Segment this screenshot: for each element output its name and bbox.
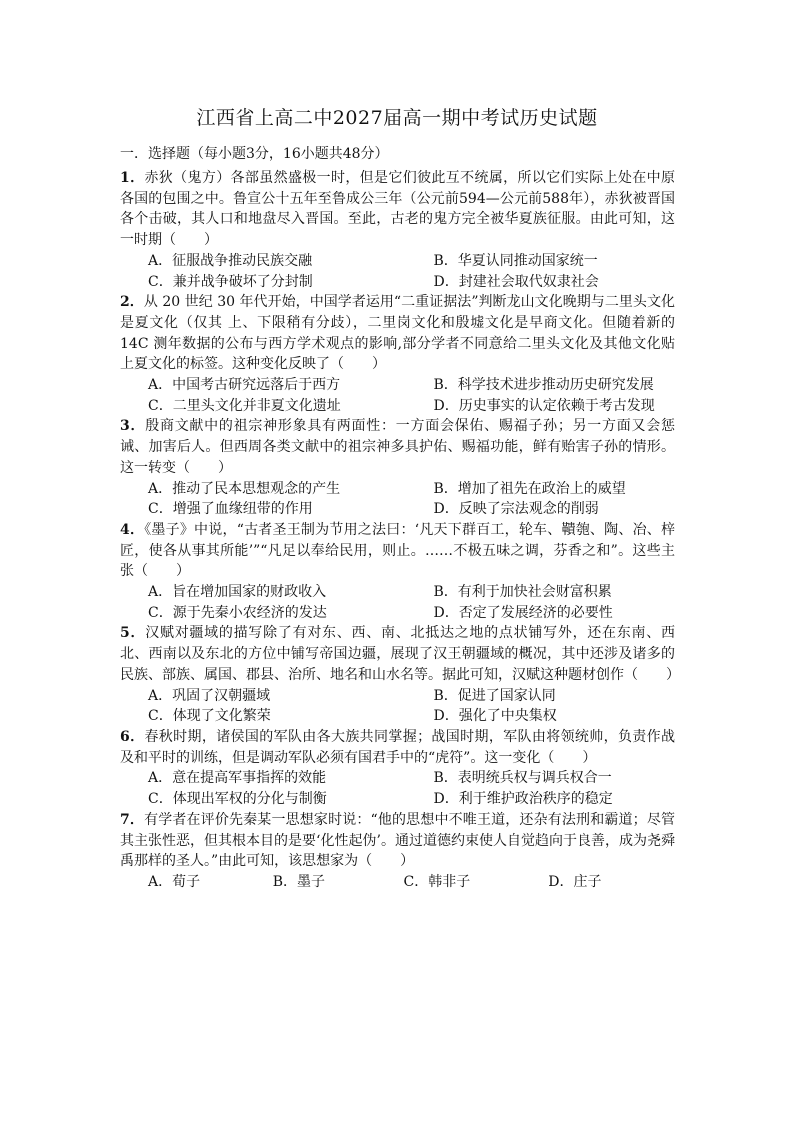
question-number: 7．	[120, 811, 145, 828]
option-d: D．反映了宗法观念的削弱	[433, 501, 599, 518]
question-2	[120, 292, 675, 416]
option-b: B．增加了祖先在政治上的威望	[433, 480, 626, 497]
option-b: B．表明统兵权与调兵权合一	[433, 770, 612, 787]
question-4	[120, 520, 675, 624]
option-a: A．中国考古研究远落后于西方	[148, 377, 341, 394]
option-d: D．封建社会取代奴隶社会	[433, 273, 599, 290]
question-text: 有学者在评价先秦某一思想家时说：“他的思想中不唯王道，还杂有法刑和霸道；尽管其主张性恶，但其根本目的是要‘化性起伪’。通过道德约束使人自觉趋向于良善，成为尧舜禹那样的圣人。”由此可知，该思想家为（ ）	[120, 811, 675, 870]
option-a: A．旨在增加国家的财政收入	[148, 584, 327, 601]
option-a: A．巩固了汉朝疆域	[148, 687, 271, 704]
question-stem	[120, 292, 675, 375]
option-d: D．庄子	[548, 873, 602, 890]
option-d: D．历史事实的认定依赖于考古发现	[433, 397, 655, 414]
question-text: 汉赋对疆域的描写除了有对东、西、南、北抵达之地的点状铺写外，还在东南、西北、西南以及东北的方位中铺写帝国边疆，展现了汉王朝疆域的概况，其中还涉及诸多的民族、部族、属国、郡县、治所、地名和山水名等。据此可知，汉赋这种题材创作（ ）	[120, 625, 680, 683]
question-stem	[120, 168, 675, 251]
question-number: 2．	[120, 294, 144, 311]
option-c: C．源于先秦小农经济的发达	[148, 604, 327, 621]
question-stem	[120, 520, 675, 582]
question-number: 4．	[120, 521, 145, 538]
option-group	[120, 375, 675, 416]
question-stem	[120, 727, 675, 768]
option-b: B．有利于加快社会财富积累	[433, 584, 612, 601]
option-c: C．增强了血缘纽带的作用	[148, 501, 313, 518]
option-c: C．韩非子	[403, 873, 471, 890]
question-number: 3．	[120, 418, 146, 435]
option-a: A．推动了民本思想观念的产生	[148, 480, 341, 497]
option-group	[120, 768, 675, 809]
question-stem	[120, 810, 675, 872]
question-5	[120, 623, 680, 727]
question-stem	[120, 623, 680, 685]
question-1	[120, 168, 675, 292]
option-c: C．兼并战争破坏了分封制	[148, 273, 313, 290]
question-text: 《墨子》中说，“古者圣王制为节用之法曰：‘凡天下群百工，轮车、鞼匏、陶、冶、梓匠，使各从事其所能’”“凡足以奉给民用，则止。……不极五味之调，芬香之和”。这些主张（ ）	[120, 521, 676, 580]
option-group	[120, 251, 675, 292]
question-text: 春秋时期，诸侯国的军队由各大族共同掌握；战国时期，军队由将领统帅，负责作战及和平时的训练，但是调动军队必须有国君手中的“虎符”。这一变化（ ）	[120, 728, 676, 766]
option-d: D．强化了中央集权	[433, 708, 557, 725]
option-a: A．荀子	[148, 873, 201, 890]
option-group	[120, 479, 675, 520]
option-c: C．体现了文化繁荣	[148, 708, 271, 725]
question-list	[120, 168, 680, 893]
option-c: C．体现出军权的分化与制衡	[148, 791, 327, 808]
question-text: 从 20 世纪 30 年代开始，中国学者运用“二重证据法”判断龙山文化晚期与二里头文化是夏文化（仅其 上、下限稍有分歧），二里岗文化和殷墟文化是早商文化。但随着新的14C 测年数据的公布与西方学术观点的影响,部分学者不同意给二里头文化及其他文化贴上夏文化的标签。这种变化反映了（ ）	[120, 294, 675, 373]
question-stem	[120, 416, 675, 478]
option-b: B．科学技术进步推动历史研究发展	[433, 377, 654, 394]
question-number: 5．	[120, 625, 146, 642]
question-6	[120, 727, 675, 810]
question-text: 赤狄（鬼方）各部虽然盛极一时，但是它们彼此互不统属，所以它们实际上处在中原各国的包围之中。鲁宣公十五年至鲁成公三年（公元前594—公元前588年），赤狄被晋国各个击破，其人口和地盘尽入晋国。至此，古老的鬼方完全被华夏族征服。由此可知，这一时期（ ）	[120, 170, 676, 249]
option-a: A．征服战争推动民族交融	[148, 252, 313, 269]
exam-title: 江西省上高二中2027届高一期中考试历史试题	[196, 107, 598, 129]
option-group	[120, 582, 675, 623]
option-d: D．否定了发展经济的必要性	[433, 604, 613, 621]
option-b: B．华夏认同推动国家统一	[433, 252, 598, 269]
question-text: 殷商文献中的祖宗神形象具有两面性：一方面会保佑、赐福子孙；另一方面又会惩诫、加害后人。但西周各类文献中的祖宗神多具护佑、赐福功能，鲜有贻害子孙的情形。这一转变（ ）	[120, 418, 675, 476]
option-b: B．促进了国家认同	[433, 687, 556, 704]
option-c: C．二里头文化并非夏文化遗址	[148, 397, 341, 414]
option-b: B．墨子	[272, 873, 326, 890]
section-heading: 一．选择题（每小题3分，16小题共48分）	[120, 146, 389, 162]
question-3	[120, 416, 675, 520]
option-group	[120, 686, 675, 727]
question-7	[120, 810, 675, 893]
question-number: 1．	[120, 170, 145, 186]
option-a: A．意在提高军事指挥的效能	[148, 770, 327, 787]
option-group	[120, 872, 675, 893]
option-d: D．利于维护政治秩序的稳定	[433, 791, 613, 808]
question-number: 6．	[120, 728, 145, 745]
